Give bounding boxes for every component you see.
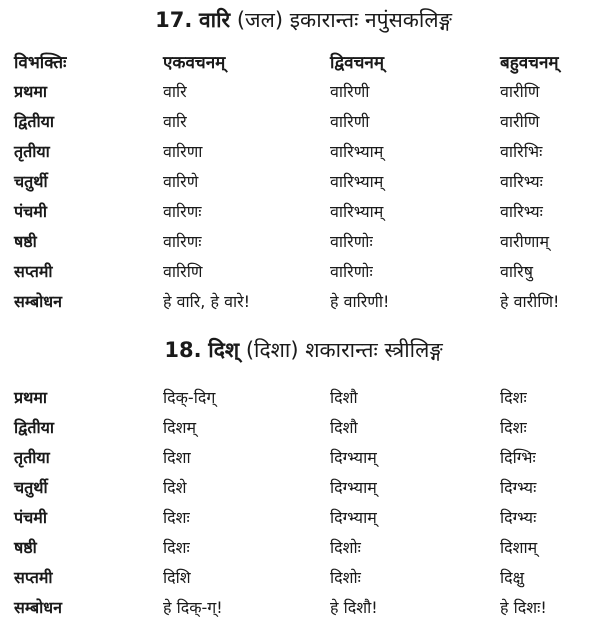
singular-form: दिशः: [163, 538, 190, 557]
singular-form: दिशि: [163, 568, 191, 587]
dual-form: दिशोः: [330, 568, 361, 587]
singular-form: वारि: [163, 112, 187, 131]
case-name: द्वितीया: [14, 418, 55, 437]
section-18-description: शकारान्तः स्त्रीलिङ्ग: [305, 338, 443, 362]
plural-form: वारिभिः: [500, 142, 543, 161]
table-row: [0, 106, 607, 136]
table-row: [0, 592, 607, 622]
case-name: तृतीया: [14, 142, 50, 161]
case-name: सम्बोधन: [14, 598, 63, 617]
plural-form: हे दिशः!: [500, 598, 547, 617]
table-row: [0, 502, 607, 532]
section-18-number: 18.: [164, 338, 202, 362]
plural-form: वारिषु: [500, 262, 533, 281]
case-name: सप्तमी: [14, 262, 53, 281]
case-name: तृतीया: [14, 448, 50, 467]
table-row: [0, 382, 607, 412]
plural-form: वारीणि: [500, 112, 540, 131]
section-18-title: [0, 336, 607, 364]
dual-form: वारिणी: [330, 82, 370, 101]
header-singular: एकवचनम्: [163, 52, 226, 73]
table-row: [0, 562, 607, 592]
plural-form: दिग्भिः: [500, 448, 536, 467]
plural-form: दिग्भ्यः: [500, 478, 537, 497]
case-name: द्वितीया: [14, 112, 55, 131]
header-case: विभक्तिः: [14, 52, 67, 73]
section-17-title: [0, 6, 607, 34]
header-plural: बहुवचनम्: [500, 52, 559, 73]
dual-form: वारिणोः: [330, 232, 373, 251]
case-name: सम्बोधन: [14, 292, 63, 311]
singular-form: हे वारि, हे वारे!: [163, 292, 251, 311]
table-row: [0, 196, 607, 226]
table-row: [0, 442, 607, 472]
dual-form: हे वारिणी!: [330, 292, 390, 311]
dual-form: दिग्भ्याम्: [330, 448, 377, 467]
singular-form: वारिणः: [163, 232, 202, 251]
plural-form: दिग्भ्यः: [500, 508, 537, 527]
case-name: षष्ठी: [14, 232, 37, 251]
singular-form: दिशा: [163, 448, 191, 467]
case-name: प्रथमा: [14, 82, 48, 101]
table-row: [0, 256, 607, 286]
table-row: [0, 286, 607, 316]
plural-form: वारीणाम्: [500, 232, 550, 251]
plural-form: वारिभ्यः: [500, 202, 543, 221]
table-row: [0, 136, 607, 166]
header-dual: द्विवचनम्: [330, 52, 385, 73]
section-17-description: इकारान्तः नपुंसकलिङ्ग: [289, 8, 452, 32]
table-row: [0, 532, 607, 562]
case-name: चतुर्थी: [14, 172, 48, 191]
singular-form: दिशम्: [163, 418, 197, 437]
dual-form: दिग्भ्याम्: [330, 478, 377, 497]
case-name: पंचमी: [14, 508, 47, 527]
plural-form: वारिभ्यः: [500, 172, 543, 191]
case-name: प्रथमा: [14, 388, 48, 407]
section-17-meaning: (जल): [236, 8, 284, 32]
section-17-word: वारि: [199, 8, 231, 32]
singular-form: वारिणा: [163, 142, 203, 161]
dual-form: वारिभ्याम्: [330, 202, 384, 221]
table-row: [0, 412, 607, 442]
dual-form: वारिभ्याम्: [330, 142, 384, 161]
dual-form: हे दिशौ!: [330, 598, 378, 617]
dual-form: दिशोः: [330, 538, 361, 557]
plural-form: दिशाम्: [500, 538, 538, 557]
table-row: [0, 76, 607, 106]
singular-form: हे दिक्-ग्!: [163, 598, 223, 617]
dual-form: दिशौ: [330, 418, 358, 437]
section-17-table: [0, 46, 607, 316]
singular-form: दिशः: [163, 508, 190, 527]
dual-form: वारिणोः: [330, 262, 373, 281]
header-row: [0, 46, 607, 76]
plural-form: हे वारीणि!: [500, 292, 560, 311]
singular-form: वारिणे: [163, 172, 199, 191]
plural-form: वारीणि: [500, 82, 540, 101]
plural-form: दिक्षु: [500, 568, 525, 587]
section-18-word: दिश्: [208, 338, 240, 362]
section-18-meaning: (दिशा): [245, 338, 299, 362]
table-row: [0, 472, 607, 502]
case-name: चतुर्थी: [14, 478, 48, 497]
case-name: पंचमी: [14, 202, 47, 221]
case-name: षष्ठी: [14, 538, 37, 557]
section-18-table: [0, 382, 607, 622]
dual-form: दिशौ: [330, 388, 358, 407]
singular-form: वारिणः: [163, 202, 202, 221]
singular-form: दिक्-दिग्: [163, 388, 216, 407]
case-name: सप्तमी: [14, 568, 53, 587]
table-row: [0, 166, 607, 196]
plural-form: दिशः: [500, 388, 527, 407]
dual-form: दिग्भ्याम्: [330, 508, 377, 527]
singular-form: दिशे: [163, 478, 187, 497]
section-17-number: 17.: [155, 8, 193, 32]
plural-form: दिशः: [500, 418, 527, 437]
singular-form: वारि: [163, 82, 187, 101]
dual-form: वारिभ्याम्: [330, 172, 384, 191]
singular-form: वारिणि: [163, 262, 203, 281]
table-row: [0, 226, 607, 256]
dual-form: वारिणी: [330, 112, 370, 131]
